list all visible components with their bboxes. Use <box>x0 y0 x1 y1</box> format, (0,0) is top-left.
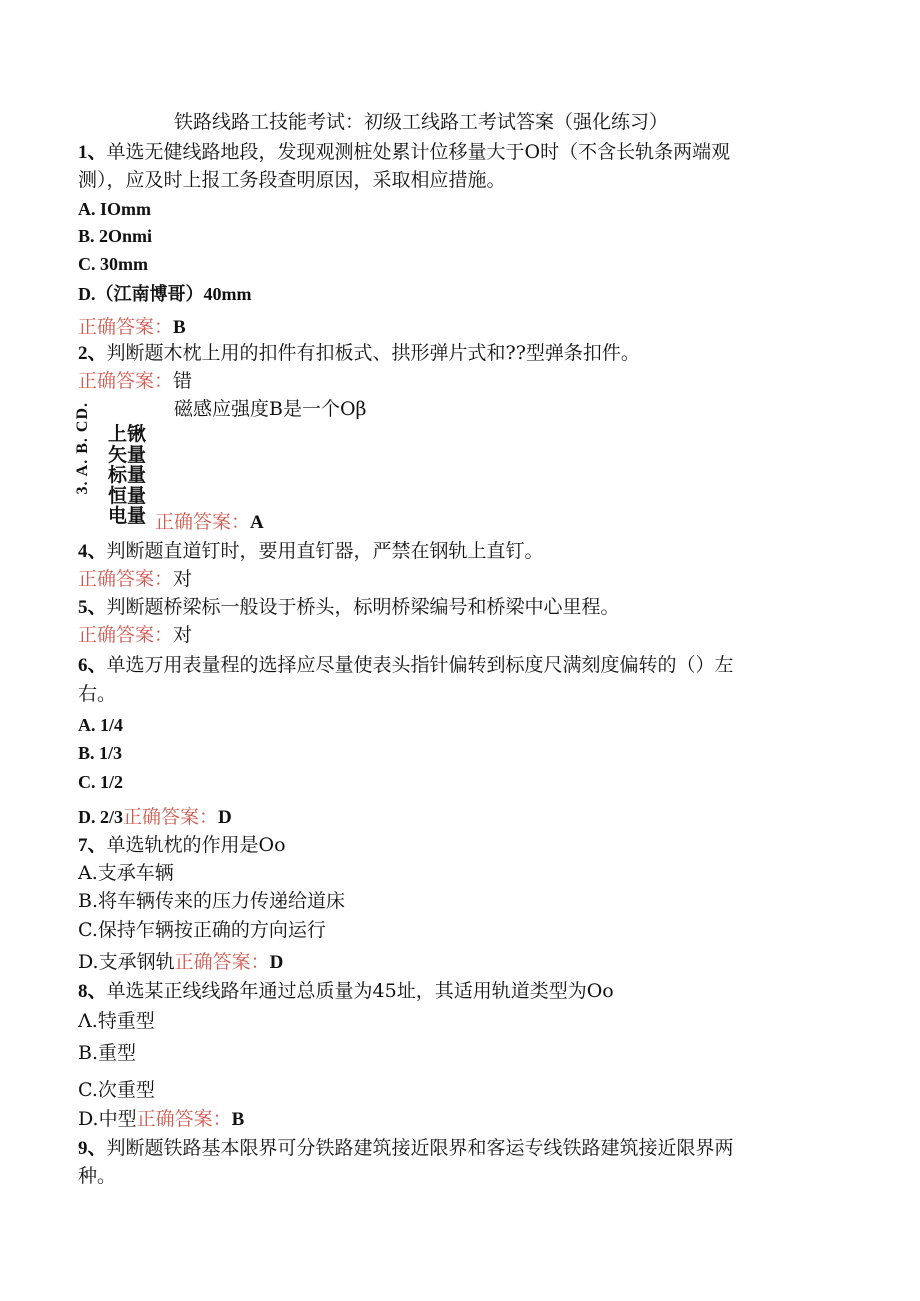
question-3-options <box>108 424 146 527</box>
answer-value: 对 <box>173 624 193 646</box>
question-7 <box>78 833 286 858</box>
answer-label: 正确答案： <box>78 568 174 590</box>
option-b: B.重型 <box>78 1042 137 1064</box>
option-c: 标量 <box>108 464 147 487</box>
option-d: D.支承钢轨 <box>78 951 175 973</box>
question-2 <box>78 341 640 366</box>
question-number: 9、 <box>78 1138 107 1159</box>
option-d-with-answer <box>78 805 232 830</box>
answer-value: D <box>269 952 284 973</box>
answer-value: 对 <box>173 568 193 590</box>
question-1-cont: 测），应及时上报工务段查明原因，采取相应措施。 <box>78 169 506 191</box>
question-text: 判断题铁路基本限界可分铁路建筑接近限界和客运专线铁路建筑接近限界两 <box>106 1137 734 1159</box>
answer-2 <box>78 369 192 393</box>
answer-label: 正确答案： <box>155 511 251 533</box>
answer-3 <box>155 510 264 535</box>
question-number: 7、 <box>78 835 107 856</box>
answer-value: D <box>218 807 232 828</box>
option-a: A.支承车辆 <box>78 862 174 884</box>
option-c: C. 1/2 <box>78 772 123 792</box>
answer-label: 正确答案： <box>78 370 174 392</box>
answer-label: 正确答案： <box>174 951 270 973</box>
question-text: 单选某正线线路年通过总质量为45址，其适用轨道类型为Oo <box>106 980 614 1002</box>
question-text: 单选无健线路地段，发现观测桩处累计位移量大于O时（不含长轨条两端观 <box>106 141 731 163</box>
option-a: Λ.特重型 <box>78 1010 155 1032</box>
question-text: 判断题直道钉时，要用直钉器，严禁在钢轨上直钉。 <box>106 540 544 562</box>
question-number: 8、 <box>78 981 107 1002</box>
question-6 <box>78 653 734 678</box>
option-a: 上锹 <box>108 423 147 445</box>
question-text: 单选轨枕的作用是Oo <box>106 834 286 856</box>
option-b: B. 1/3 <box>78 743 123 763</box>
question-text: 判断题桥梁标一般设于桥头，标明桥梁编号和桥梁中心里程。 <box>106 596 620 618</box>
answer-value: 错 <box>173 370 193 392</box>
question-8 <box>78 979 614 1004</box>
option-c: C.保持乍辆按正确的方向运行 <box>78 919 326 941</box>
option-d: D.（江南博哥）40mm <box>78 284 252 304</box>
answer-value: A <box>250 512 264 533</box>
question-text: 单选万用表量程的选择应尽量使表头指针偏转到标度尺满刻度偏转的（）左 <box>106 654 734 676</box>
option-a: A. IOmm <box>78 199 151 219</box>
question-9 <box>78 1136 734 1161</box>
question-4 <box>78 539 544 564</box>
option-d-with-answer <box>78 950 283 975</box>
option-b: B.将车辆传来的压力传递给道床 <box>78 890 346 912</box>
question-3-marker: 3. A. B. CD. <box>74 402 91 495</box>
question-number: 5、 <box>78 597 107 618</box>
question-number: 2、 <box>78 343 107 364</box>
answer-label: 正确答案： <box>136 1108 232 1130</box>
answer-value: B <box>231 1109 245 1130</box>
question-9-cont: 种。 <box>78 1165 117 1187</box>
page-title: 铁路线路工技能考试：初级工线路工考试答案（强化练习） <box>174 111 669 133</box>
option-c: C.次重型 <box>78 1079 155 1101</box>
option-a: A. 1/4 <box>78 715 123 735</box>
answer-label: 正确答案： <box>78 316 174 338</box>
question-number: 1、 <box>78 142 107 163</box>
option-b: 矢量 <box>108 443 147 466</box>
question-number: 4、 <box>78 541 107 562</box>
option-b: B. 2Onmi <box>78 226 153 246</box>
option-d: D.中型 <box>78 1108 137 1130</box>
answer-value: B <box>173 317 186 338</box>
question-6-cont: 右。 <box>78 683 117 705</box>
question-text: 判断题木枕上用的扣件有扣板式、拱形弹片式和??型弹条扣件。 <box>106 342 640 364</box>
question-3: 磁感应强度B是一个Oβ <box>174 398 367 420</box>
option-e: 电量 <box>108 505 147 528</box>
question-number: 6、 <box>78 655 107 676</box>
question-1 <box>78 140 730 165</box>
option-c: C. 30mm <box>78 254 148 274</box>
option-d: D. 2/3 <box>78 807 123 827</box>
option-d: 恒量 <box>108 484 147 507</box>
answer-5 <box>78 623 192 647</box>
option-d-with-answer <box>78 1107 244 1132</box>
answer-label: 正确答案： <box>123 806 219 828</box>
answer-4 <box>78 567 192 591</box>
answer-1 <box>78 315 186 340</box>
answer-label: 正确答案： <box>78 624 174 646</box>
question-5 <box>78 595 620 620</box>
